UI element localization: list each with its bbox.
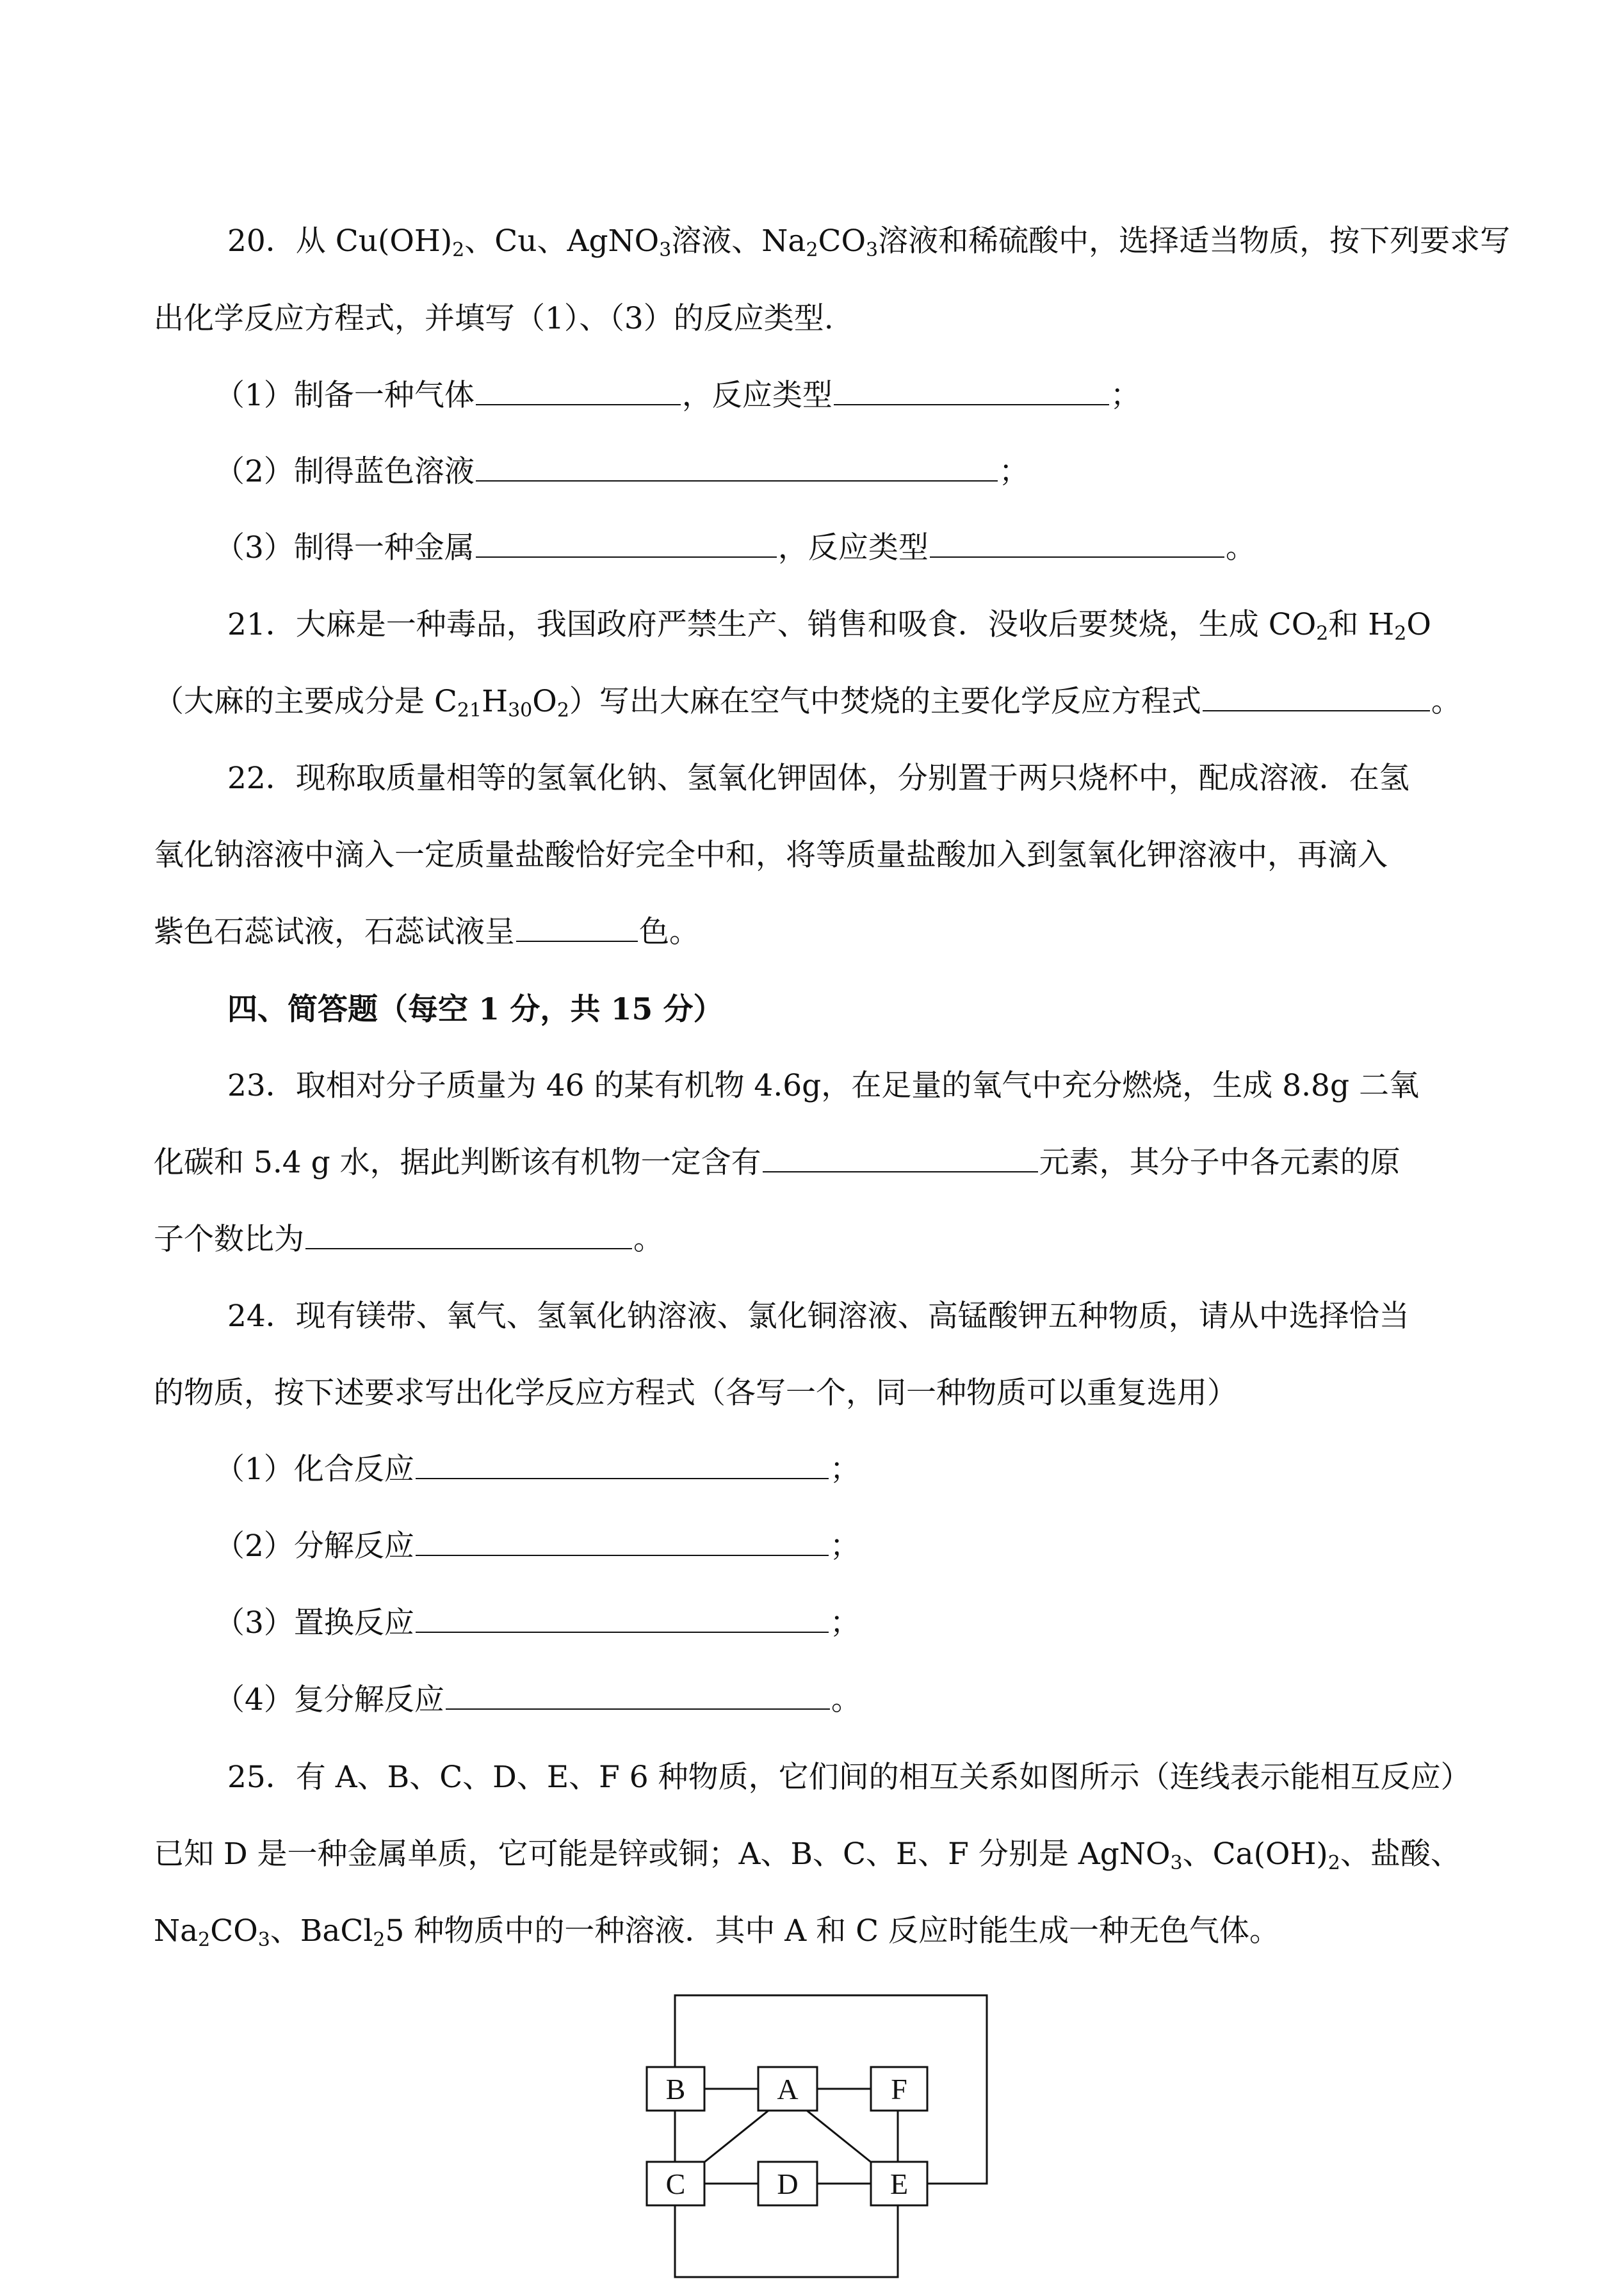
node-e-label: E xyxy=(889,2168,909,2200)
q23-line-3: 子个数比为 。 xyxy=(154,1222,663,1257)
q21-line-2: （大麻的主要成分是 $C_{21}H_{30}O_2$）写出大麻在空气中焚烧的主要化学反应方程式 。 xyxy=(154,684,1461,722)
node-f-label: F xyxy=(891,2073,907,2105)
section-heading: 四、简答题（每空 1 分，共 15 分） xyxy=(227,992,724,1027)
q25-line-3: $Na_2CO_3$、BaCl$_2$5 种物质中的一种溶液．其中 A 和 C 反应时能生成一种无色气体。 xyxy=(154,1913,1280,1951)
q20-line-2: 出化学反应方程式，并填写（1）、（3）的反应类型. xyxy=(154,301,834,336)
q22-line-2: 氧化钠溶液中滴入一定质量盐酸恰好完全中和，将等质量盐酸加入到氢氧化钾溶液中，再滴入 xyxy=(154,838,1388,873)
node-d-label: D xyxy=(777,2168,799,2200)
node-b-label: B xyxy=(665,2073,686,2105)
q20-line-1: 20．从 $Cu(OH)_2$、Cu、AgNO$_3$溶液、$Na_2CO_3$溶液和稀硫酸中，选择适当物质，按下列要求写 xyxy=(227,223,1511,261)
q22-line-1: 22．现称取质量相等的氢氧化钠、氢氧化钾固体，分别置于两只烧杯中，配成溶液．在氢 xyxy=(227,761,1409,796)
q24-item-2: （2）分解反应 ； xyxy=(215,1529,860,1564)
q24-line-1: 24．现有镁带、氧气、氢氧化钠溶液、氯化铜溶液、高锰酸钾五种物质，请从中选择恰当 xyxy=(227,1299,1409,1334)
q21-line-1: 21．大麻是一种毒品，我国政府严禁生产、销售和吸食．没收后要焚烧，生成 $CO_2$和 $H_2O$ xyxy=(227,607,1431,645)
q24-line-2: 的物质，按下述要求写出化学反应方程式（各写一个，同一种物质可以重复选用） xyxy=(154,1375,1237,1411)
q24-item-4: （4）复分解反应 。 xyxy=(215,1682,861,1717)
q23-line-2: 化碳和 5.4 g 水，据此判断该有机物一定含有 元素，其分子中各元素的原 xyxy=(154,1145,1401,1180)
q20-item-1: （1）制备一种气体 ，反应类型 ； xyxy=(215,378,1141,413)
q20-item-3: （3）制得一种金属 ，反应类型 。 xyxy=(215,530,1256,565)
q23-line-1: 23．取相对分子质量为 46 的某有机物 4.6g，在足量的氧气中充分燃烧，生成 8.8g 二氧 xyxy=(227,1068,1419,1103)
q20-item-2: （2）制得蓝色溶液 ； xyxy=(215,454,1029,489)
link-a-c xyxy=(703,2111,768,2163)
q24-item-1: （1）化合反应 ； xyxy=(215,1452,860,1487)
q24-item-3: （3）置换反应 ； xyxy=(215,1605,860,1641)
link-a-e xyxy=(807,2111,872,2163)
node-a-label: A xyxy=(777,2073,799,2105)
q25-line-1: 25．有 A、B、C、D、E、F 6 种物质，它们间的相互关系如图所示（连线表示能相互反应） xyxy=(227,1760,1471,1795)
q22-line-3: 紫色石蕊试液，石蕊试液呈 色。 xyxy=(154,914,699,950)
q25-line-2: 已知 D 是一种金属单质，它可能是锌或铜；A、B、C、E、F 分别是 AgNO$_3$、$Ca(OH)_2$、盐酸、 xyxy=(154,1837,1461,1874)
link-c-e-bottom xyxy=(675,2204,898,2277)
node-c-label: C xyxy=(665,2168,686,2200)
